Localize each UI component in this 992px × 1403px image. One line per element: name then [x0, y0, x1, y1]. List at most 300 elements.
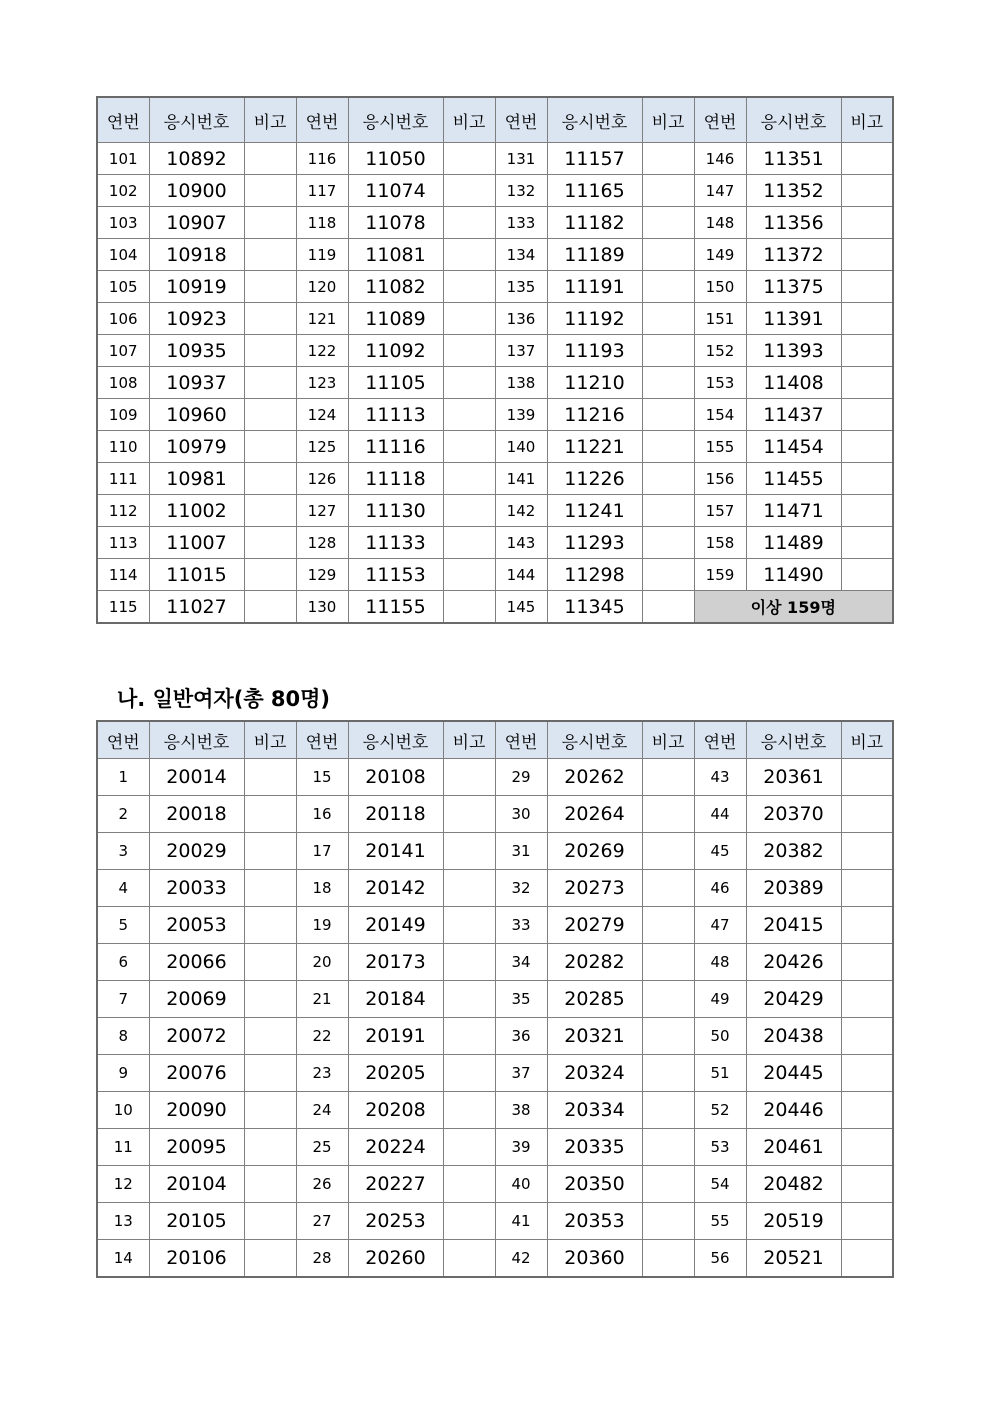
remarks-cell [841, 1092, 893, 1129]
exam-number-cell: 11116 [348, 431, 443, 463]
serial-number-cell: 144 [495, 559, 547, 591]
remarks-cell [443, 759, 495, 796]
column-header: 비고 [244, 97, 296, 143]
column-header: 연번 [296, 97, 348, 143]
remarks-cell [443, 591, 495, 624]
exam-number-cell: 20184 [348, 981, 443, 1018]
serial-number-cell: 123 [296, 367, 348, 399]
exam-number-cell: 10935 [149, 335, 244, 367]
exam-number-cell: 20353 [547, 1203, 642, 1240]
exam-number-cell: 20461 [746, 1129, 841, 1166]
remarks-cell [443, 303, 495, 335]
serial-number-cell: 8 [97, 1018, 149, 1055]
remarks-cell [244, 175, 296, 207]
serial-number-cell: 6 [97, 944, 149, 981]
exam-number-cell: 11191 [547, 271, 642, 303]
serial-number-cell: 151 [694, 303, 746, 335]
serial-number-cell: 116 [296, 143, 348, 175]
exam-number-cell: 20029 [149, 833, 244, 870]
remarks-cell [841, 907, 893, 944]
remarks-cell [841, 367, 893, 399]
exam-number-cell: 20053 [149, 907, 244, 944]
exam-number-cell: 11153 [348, 559, 443, 591]
remarks-cell [443, 175, 495, 207]
exam-number-cell: 20521 [746, 1240, 841, 1278]
serial-number-cell: 148 [694, 207, 746, 239]
exam-number-cell: 11490 [746, 559, 841, 591]
remarks-cell [841, 399, 893, 431]
remarks-cell [443, 1203, 495, 1240]
exam-number-cell: 20173 [348, 944, 443, 981]
exam-number-cell: 11050 [348, 143, 443, 175]
serial-number-cell: 156 [694, 463, 746, 495]
exam-number-cell: 20446 [746, 1092, 841, 1129]
exam-number-cell: 20321 [547, 1018, 642, 1055]
remarks-cell [443, 1092, 495, 1129]
column-header: 비고 [244, 721, 296, 759]
exam-number-cell: 20014 [149, 759, 244, 796]
serial-number-cell: 52 [694, 1092, 746, 1129]
table-row [97, 591, 893, 624]
serial-number-cell: 38 [495, 1092, 547, 1129]
exam-number-cell: 11241 [547, 495, 642, 527]
column-header: 응시번호 [149, 721, 244, 759]
exam-number-cell: 20282 [547, 944, 642, 981]
remarks-cell [642, 907, 694, 944]
remarks-cell [244, 1129, 296, 1166]
serial-number-cell: 155 [694, 431, 746, 463]
remarks-cell [244, 1166, 296, 1203]
remarks-cell [841, 1129, 893, 1166]
exam-number-cell: 11375 [746, 271, 841, 303]
exam-number-cell: 20389 [746, 870, 841, 907]
serial-number-cell: 137 [495, 335, 547, 367]
applicant-table-2 [96, 720, 894, 1278]
remarks-cell [642, 527, 694, 559]
exam-number-cell: 10918 [149, 239, 244, 271]
remarks-cell [443, 833, 495, 870]
exam-number-cell: 11356 [746, 207, 841, 239]
column-header: 연번 [97, 721, 149, 759]
exam-number-cell: 20018 [149, 796, 244, 833]
remarks-cell [642, 559, 694, 591]
remarks-cell [841, 1240, 893, 1278]
remarks-cell [443, 907, 495, 944]
table-row [97, 1240, 893, 1278]
serial-number-cell: 31 [495, 833, 547, 870]
table-row [97, 870, 893, 907]
remarks-cell [642, 367, 694, 399]
serial-number-cell: 21 [296, 981, 348, 1018]
serial-number-cell: 121 [296, 303, 348, 335]
exam-number-cell: 20273 [547, 870, 642, 907]
remarks-cell [443, 1240, 495, 1278]
exam-number-cell: 10979 [149, 431, 244, 463]
exam-number-cell: 11089 [348, 303, 443, 335]
exam-number-cell: 20105 [149, 1203, 244, 1240]
remarks-cell [244, 303, 296, 335]
serial-number-cell: 36 [495, 1018, 547, 1055]
table-row [97, 143, 893, 175]
serial-number-cell: 125 [296, 431, 348, 463]
exam-number-cell: 11345 [547, 591, 642, 624]
column-header: 연번 [296, 721, 348, 759]
serial-number-cell: 112 [97, 495, 149, 527]
exam-number-cell: 11192 [547, 303, 642, 335]
remarks-cell [244, 399, 296, 431]
serial-number-cell: 110 [97, 431, 149, 463]
remarks-cell [244, 559, 296, 591]
exam-number-cell: 20095 [149, 1129, 244, 1166]
serial-number-cell: 9 [97, 1055, 149, 1092]
serial-number-cell: 10 [97, 1092, 149, 1129]
remarks-cell [642, 1092, 694, 1129]
exam-number-cell: 10919 [149, 271, 244, 303]
remarks-cell [841, 303, 893, 335]
exam-number-cell: 11437 [746, 399, 841, 431]
serial-number-cell: 4 [97, 870, 149, 907]
serial-number-cell: 136 [495, 303, 547, 335]
serial-number-cell: 2 [97, 796, 149, 833]
serial-number-cell: 37 [495, 1055, 547, 1092]
serial-number-cell: 33 [495, 907, 547, 944]
serial-number-cell: 139 [495, 399, 547, 431]
remarks-cell [642, 271, 694, 303]
table-row [97, 431, 893, 463]
remarks-cell [244, 833, 296, 870]
total-count-cell: 이상 159명 [694, 591, 893, 624]
remarks-cell [841, 1166, 893, 1203]
table-row [97, 1129, 893, 1166]
exam-number-cell: 10960 [149, 399, 244, 431]
remarks-cell [841, 944, 893, 981]
exam-number-cell: 20264 [547, 796, 642, 833]
exam-number-cell: 11408 [746, 367, 841, 399]
exam-number-cell: 11133 [348, 527, 443, 559]
column-header: 응시번호 [547, 97, 642, 143]
remarks-cell [244, 431, 296, 463]
exam-number-cell: 11455 [746, 463, 841, 495]
serial-number-cell: 140 [495, 431, 547, 463]
remarks-cell [642, 591, 694, 624]
remarks-cell [841, 143, 893, 175]
remarks-cell [443, 944, 495, 981]
remarks-cell [443, 1129, 495, 1166]
table-row [97, 175, 893, 207]
exam-number-cell: 20519 [746, 1203, 841, 1240]
remarks-cell [642, 1166, 694, 1203]
serial-number-cell: 124 [296, 399, 348, 431]
serial-number-cell: 11 [97, 1129, 149, 1166]
exam-number-cell: 10981 [149, 463, 244, 495]
serial-number-cell: 32 [495, 870, 547, 907]
exam-number-cell: 11298 [547, 559, 642, 591]
remarks-cell [841, 239, 893, 271]
remarks-cell [244, 591, 296, 624]
exam-number-cell: 20269 [547, 833, 642, 870]
serial-number-cell: 108 [97, 367, 149, 399]
serial-number-cell: 138 [495, 367, 547, 399]
exam-number-cell: 20285 [547, 981, 642, 1018]
serial-number-cell: 111 [97, 463, 149, 495]
exam-number-cell: 20335 [547, 1129, 642, 1166]
serial-number-cell: 113 [97, 527, 149, 559]
serial-number-cell: 157 [694, 495, 746, 527]
exam-number-cell: 20260 [348, 1240, 443, 1278]
table-row [97, 303, 893, 335]
serial-number-cell: 132 [495, 175, 547, 207]
serial-number-cell: 23 [296, 1055, 348, 1092]
exam-number-cell: 20072 [149, 1018, 244, 1055]
serial-number-cell: 145 [495, 591, 547, 624]
exam-number-cell: 11118 [348, 463, 443, 495]
column-header: 비고 [841, 721, 893, 759]
exam-number-cell: 20334 [547, 1092, 642, 1129]
remarks-cell [642, 870, 694, 907]
serial-number-cell: 150 [694, 271, 746, 303]
serial-number-cell: 53 [694, 1129, 746, 1166]
column-header: 응시번호 [149, 97, 244, 143]
exam-number-cell: 11489 [746, 527, 841, 559]
remarks-cell [642, 495, 694, 527]
serial-number-cell: 104 [97, 239, 149, 271]
column-header: 응시번호 [746, 721, 841, 759]
serial-number-cell: 159 [694, 559, 746, 591]
serial-number-cell: 16 [296, 796, 348, 833]
exam-number-cell: 20033 [149, 870, 244, 907]
serial-number-cell: 50 [694, 1018, 746, 1055]
section-title: 나. 일반여자(총 80명) [117, 687, 331, 711]
exam-number-cell: 11130 [348, 495, 443, 527]
serial-number-cell: 12 [97, 1166, 149, 1203]
remarks-cell [443, 1018, 495, 1055]
remarks-cell [642, 431, 694, 463]
remarks-cell [244, 143, 296, 175]
column-header: 비고 [443, 721, 495, 759]
serial-number-cell: 25 [296, 1129, 348, 1166]
serial-number-cell: 130 [296, 591, 348, 624]
table-row [97, 271, 893, 303]
table-row [97, 944, 893, 981]
table-row [97, 833, 893, 870]
serial-number-cell: 117 [296, 175, 348, 207]
table-row [97, 335, 893, 367]
serial-number-cell: 141 [495, 463, 547, 495]
remarks-cell [244, 981, 296, 1018]
column-header: 응시번호 [746, 97, 841, 143]
exam-number-cell: 20382 [746, 833, 841, 870]
serial-number-cell: 114 [97, 559, 149, 591]
serial-number-cell: 20 [296, 944, 348, 981]
serial-number-cell: 129 [296, 559, 348, 591]
exam-number-cell: 20438 [746, 1018, 841, 1055]
serial-number-cell: 134 [495, 239, 547, 271]
serial-number-cell: 133 [495, 207, 547, 239]
remarks-cell [642, 833, 694, 870]
serial-number-cell: 101 [97, 143, 149, 175]
remarks-cell [642, 303, 694, 335]
exam-number-cell: 11002 [149, 495, 244, 527]
exam-number-cell: 20482 [746, 1166, 841, 1203]
remarks-cell [841, 207, 893, 239]
exam-number-cell: 11074 [348, 175, 443, 207]
exam-number-cell: 20324 [547, 1055, 642, 1092]
exam-number-cell: 20415 [746, 907, 841, 944]
remarks-cell [841, 796, 893, 833]
exam-number-cell: 11454 [746, 431, 841, 463]
table-row [97, 1092, 893, 1129]
exam-number-cell: 20262 [547, 759, 642, 796]
serial-number-cell: 24 [296, 1092, 348, 1129]
serial-number-cell: 143 [495, 527, 547, 559]
remarks-cell [841, 335, 893, 367]
serial-number-cell: 107 [97, 335, 149, 367]
remarks-cell [642, 463, 694, 495]
remarks-cell [443, 981, 495, 1018]
serial-number-cell: 26 [296, 1166, 348, 1203]
exam-number-cell: 11081 [348, 239, 443, 271]
remarks-cell [642, 1129, 694, 1166]
serial-number-cell: 122 [296, 335, 348, 367]
remarks-cell [443, 207, 495, 239]
serial-number-cell: 48 [694, 944, 746, 981]
remarks-cell [642, 944, 694, 981]
remarks-cell [642, 1203, 694, 1240]
column-header: 비고 [841, 97, 893, 143]
exam-number-cell: 20370 [746, 796, 841, 833]
serial-number-cell: 18 [296, 870, 348, 907]
remarks-cell [642, 1240, 694, 1278]
column-header: 응시번호 [547, 721, 642, 759]
serial-number-cell: 44 [694, 796, 746, 833]
exam-number-cell: 11105 [348, 367, 443, 399]
exam-number-cell: 20066 [149, 944, 244, 981]
serial-number-cell: 7 [97, 981, 149, 1018]
exam-number-cell: 20445 [746, 1055, 841, 1092]
exam-number-cell: 20142 [348, 870, 443, 907]
remarks-cell [244, 1203, 296, 1240]
serial-number-cell: 47 [694, 907, 746, 944]
remarks-cell [244, 271, 296, 303]
remarks-cell [642, 399, 694, 431]
serial-number-cell: 135 [495, 271, 547, 303]
remarks-cell [841, 1055, 893, 1092]
remarks-cell [443, 527, 495, 559]
remarks-cell [443, 239, 495, 271]
serial-number-cell: 35 [495, 981, 547, 1018]
serial-number-cell: 105 [97, 271, 149, 303]
serial-number-cell: 146 [694, 143, 746, 175]
remarks-cell [443, 796, 495, 833]
remarks-cell [841, 431, 893, 463]
serial-number-cell: 118 [296, 207, 348, 239]
exam-number-cell: 20104 [149, 1166, 244, 1203]
serial-number-cell: 131 [495, 143, 547, 175]
remarks-cell [244, 907, 296, 944]
serial-number-cell: 51 [694, 1055, 746, 1092]
exam-number-cell: 20205 [348, 1055, 443, 1092]
serial-number-cell: 106 [97, 303, 149, 335]
serial-number-cell: 49 [694, 981, 746, 1018]
serial-number-cell: 127 [296, 495, 348, 527]
exam-number-cell: 11221 [547, 431, 642, 463]
serial-number-cell: 45 [694, 833, 746, 870]
remarks-cell [244, 495, 296, 527]
column-header: 연번 [495, 721, 547, 759]
table-row [97, 463, 893, 495]
serial-number-cell: 152 [694, 335, 746, 367]
table-row [97, 907, 893, 944]
serial-number-cell: 27 [296, 1203, 348, 1240]
column-header: 연번 [694, 97, 746, 143]
column-header: 응시번호 [348, 721, 443, 759]
exam-number-cell: 20118 [348, 796, 443, 833]
remarks-cell [244, 1055, 296, 1092]
table-row [97, 1166, 893, 1203]
remarks-cell [244, 463, 296, 495]
remarks-cell [244, 207, 296, 239]
exam-number-cell: 10937 [149, 367, 244, 399]
exam-number-cell: 10907 [149, 207, 244, 239]
exam-number-cell: 20208 [348, 1092, 443, 1129]
remarks-cell [841, 559, 893, 591]
table-row [97, 1018, 893, 1055]
remarks-cell [244, 335, 296, 367]
serial-number-cell: 120 [296, 271, 348, 303]
serial-number-cell: 46 [694, 870, 746, 907]
serial-number-cell: 56 [694, 1240, 746, 1278]
remarks-cell [841, 759, 893, 796]
exam-number-cell: 11092 [348, 335, 443, 367]
exam-number-cell: 11189 [547, 239, 642, 271]
serial-number-cell: 102 [97, 175, 149, 207]
exam-number-cell: 20076 [149, 1055, 244, 1092]
serial-number-cell: 147 [694, 175, 746, 207]
exam-number-cell: 20426 [746, 944, 841, 981]
serial-number-cell: 30 [495, 796, 547, 833]
table-header-row [97, 97, 893, 143]
remarks-cell [244, 759, 296, 796]
column-header: 비고 [642, 97, 694, 143]
serial-number-cell: 39 [495, 1129, 547, 1166]
remarks-cell [642, 796, 694, 833]
exam-number-cell: 11393 [746, 335, 841, 367]
serial-number-cell: 103 [97, 207, 149, 239]
table-row [97, 559, 893, 591]
exam-number-cell: 11165 [547, 175, 642, 207]
remarks-cell [244, 239, 296, 271]
exam-number-cell: 20227 [348, 1166, 443, 1203]
serial-number-cell: 54 [694, 1166, 746, 1203]
column-header: 연번 [97, 97, 149, 143]
serial-number-cell: 115 [97, 591, 149, 624]
serial-number-cell: 34 [495, 944, 547, 981]
table-row [97, 981, 893, 1018]
remarks-cell [841, 463, 893, 495]
exam-number-cell: 11182 [547, 207, 642, 239]
exam-number-cell: 11471 [746, 495, 841, 527]
remarks-cell [841, 527, 893, 559]
remarks-cell [642, 981, 694, 1018]
table-row [97, 1203, 893, 1240]
exam-number-cell: 11293 [547, 527, 642, 559]
table-row [97, 399, 893, 431]
serial-number-cell: 29 [495, 759, 547, 796]
serial-number-cell: 14 [97, 1240, 149, 1278]
exam-number-cell: 11113 [348, 399, 443, 431]
remarks-cell [841, 495, 893, 527]
table-row [97, 367, 893, 399]
